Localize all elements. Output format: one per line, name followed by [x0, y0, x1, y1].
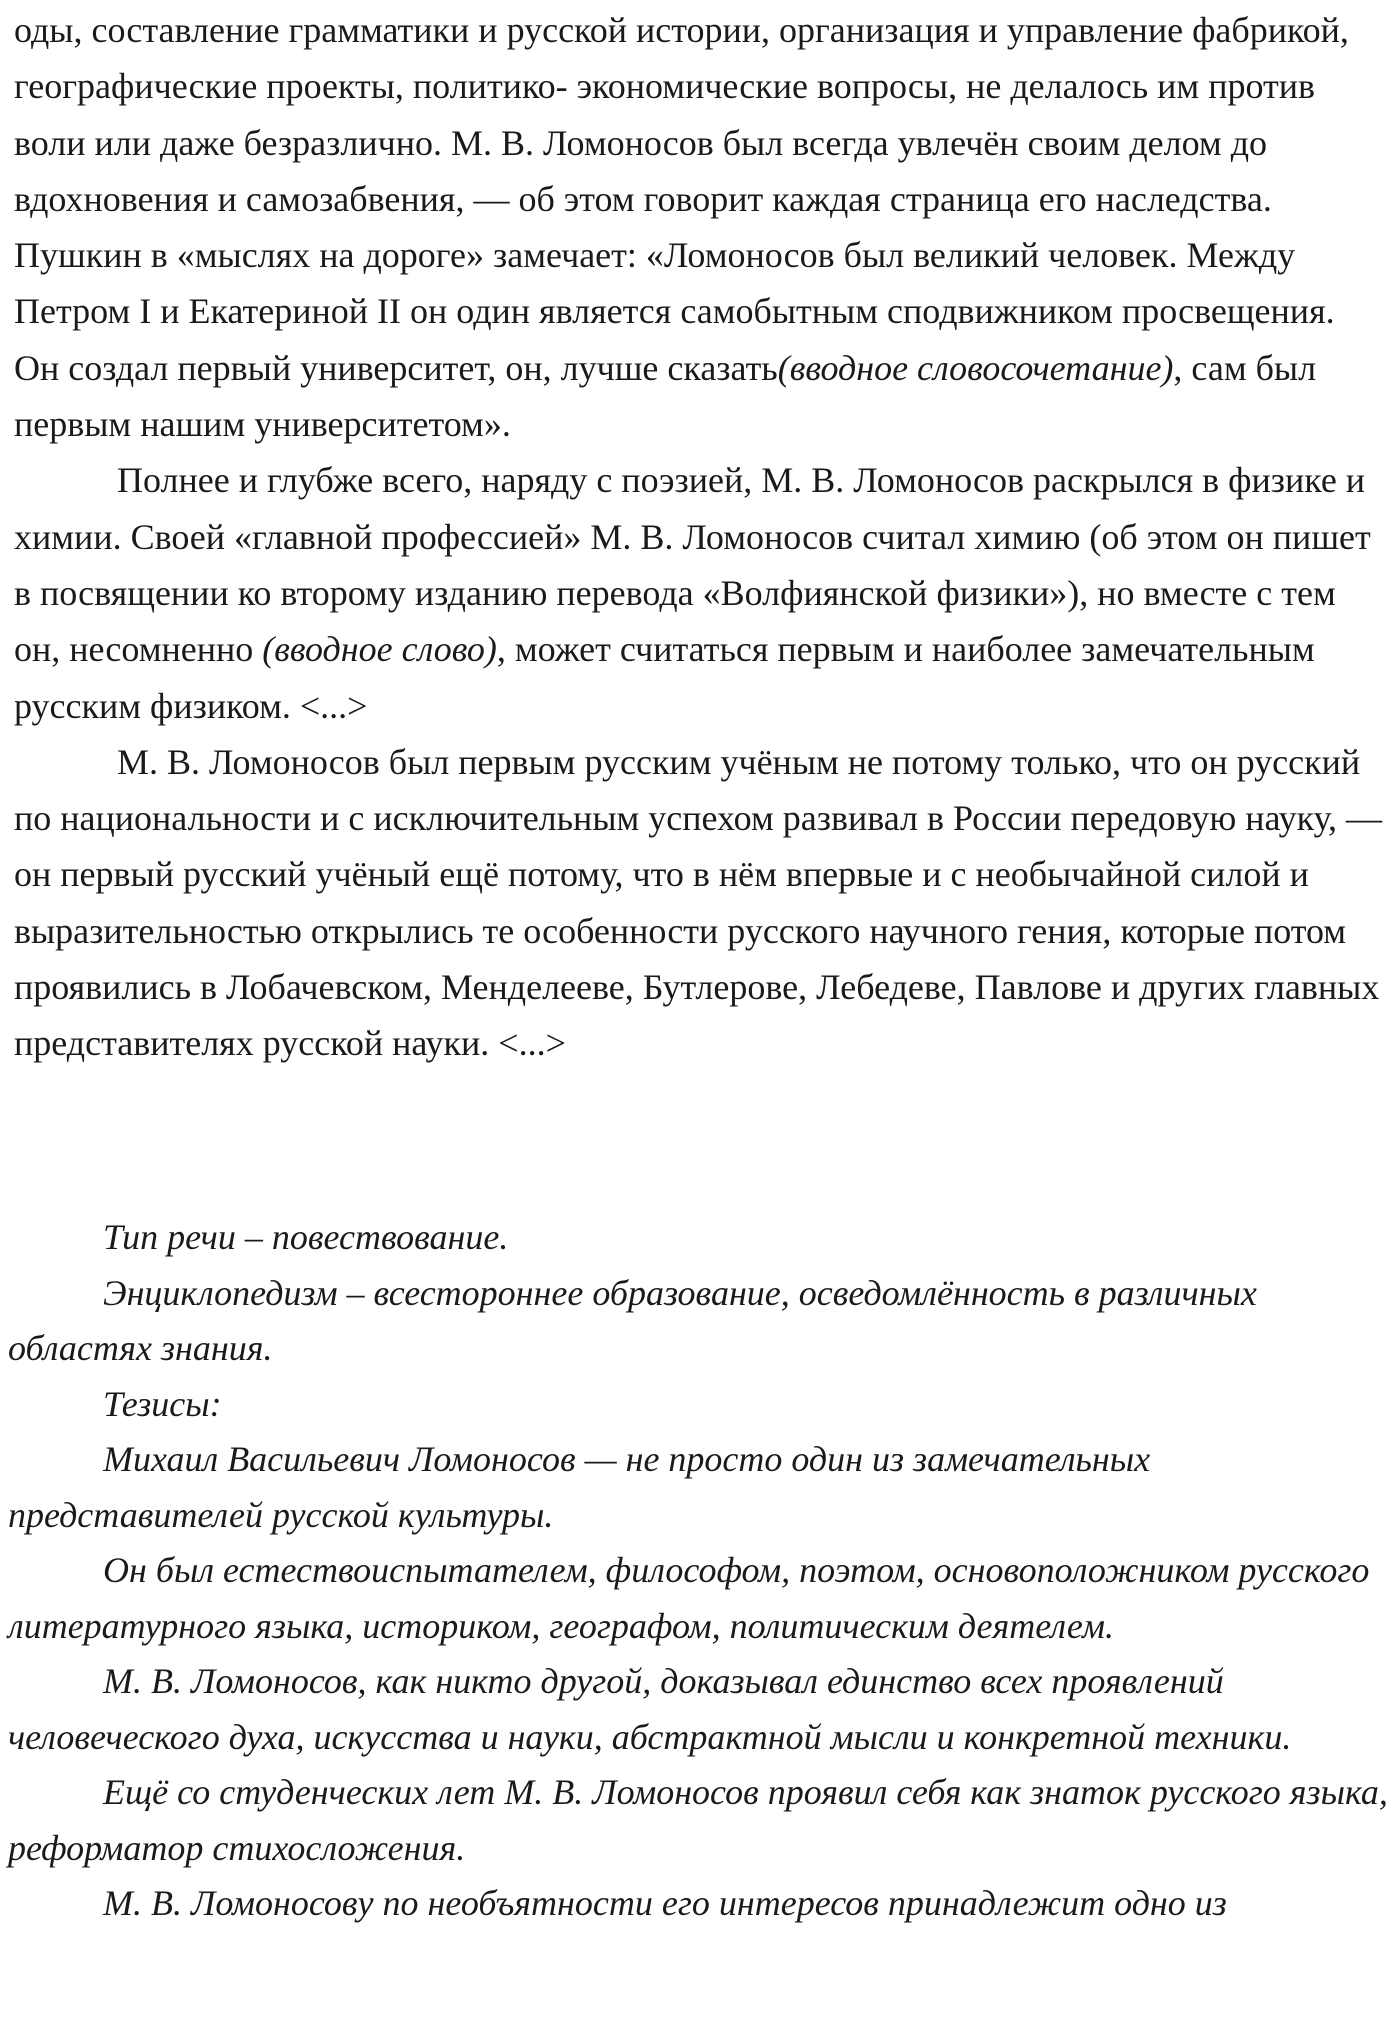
note-theses-heading: Тезисы:	[103, 1383, 222, 1424]
thesis-4: Ещё со студенческих лет М. В. Ломоносов проявил себя как знаток русского языка, реформатор стихосложения.	[8, 1772, 1388, 1868]
thesis-2: Он был естествоиспытателем, философом, поэтом, основоположником русского литературного языка, историком, географом, политическим деятелем.	[8, 1550, 1370, 1646]
analysis-notes	[8, 1210, 1388, 1932]
main-text	[14, 2, 1388, 1072]
paragraph-1-text-a: оды, составление грамматики и русской истории, организация и управление фабрикой, географические проекты, политико- экономические вопросы, не делалось им против воли или даже безразлично. М. В. Ломоносов был всегда увлечён своим делом до вдохновения и самозабвения, — об этом говорит каждая страница его наследства. Пушкин в «мыслях на дороге» замечает: «Ломоносов был великий человек. Между Петром I и Екатериной II он один является самобытным сподвижником просвещения. Он создал первый университет, он, лучше сказать	[14, 10, 1349, 388]
paragraph-2	[14, 452, 1388, 733]
thesis-3: М. В. Ломоносов, как никто другой, доказывал единство всех проявлений человеческого духа, искусства и науки, абстрактной мысли и конкретной техники.	[8, 1661, 1292, 1757]
thesis-5: М. В. Ломоносову по необъятности его интересов принадлежит одно из	[103, 1883, 1227, 1923]
paragraph-3: М. В. Ломоносов был первым русским учёным не потому только, что он русский по национальности и с исключительным успехом развивал в России передовую науку, — он первый русский учёный ещё потому, что в нём впервые и с необычайной силой и выразительностью открылись те особенности русского научного гения, которые потом проявились в Лобачевском, Менделееве, Бутлерове, Лебедеве, Павлове и других главных представителях русской науки. <...>	[14, 741, 1383, 1064]
thesis-1: Михаил Васильевич Ломоносов — не просто один из замечательных представителей русской культуры.	[8, 1439, 1151, 1535]
note-encyclopedism: Энциклопедизм – всестороннее образование, осведомлённость в различных областях знания.	[8, 1272, 1257, 1368]
paragraph-2-note: (вводное слово)	[262, 629, 497, 670]
note-speech-type: Тип речи – повествование.	[103, 1217, 509, 1257]
paragraph-2-text-b: , может считаться первым и наиболее замечательным русским физиком. <...>	[14, 629, 1315, 726]
paragraph-1-text-b: , сам был первым нашим университетом».	[14, 347, 1317, 445]
paragraph-1	[14, 2, 1388, 452]
paragraph-1-note: (вводное словосочетание)	[777, 347, 1174, 388]
paragraph-2-text-a: Полнее и глубже всего, наряду с поэзией, М. В. Ломоносов раскрылся в физике и химии. Своей «главной профессией» М. В. Ломоносов считал химию (об этом он пишет в посвящении ко второму изданию перевода «Волфиянской физики»), но вместе с тем он, несомненно	[14, 460, 1371, 670]
